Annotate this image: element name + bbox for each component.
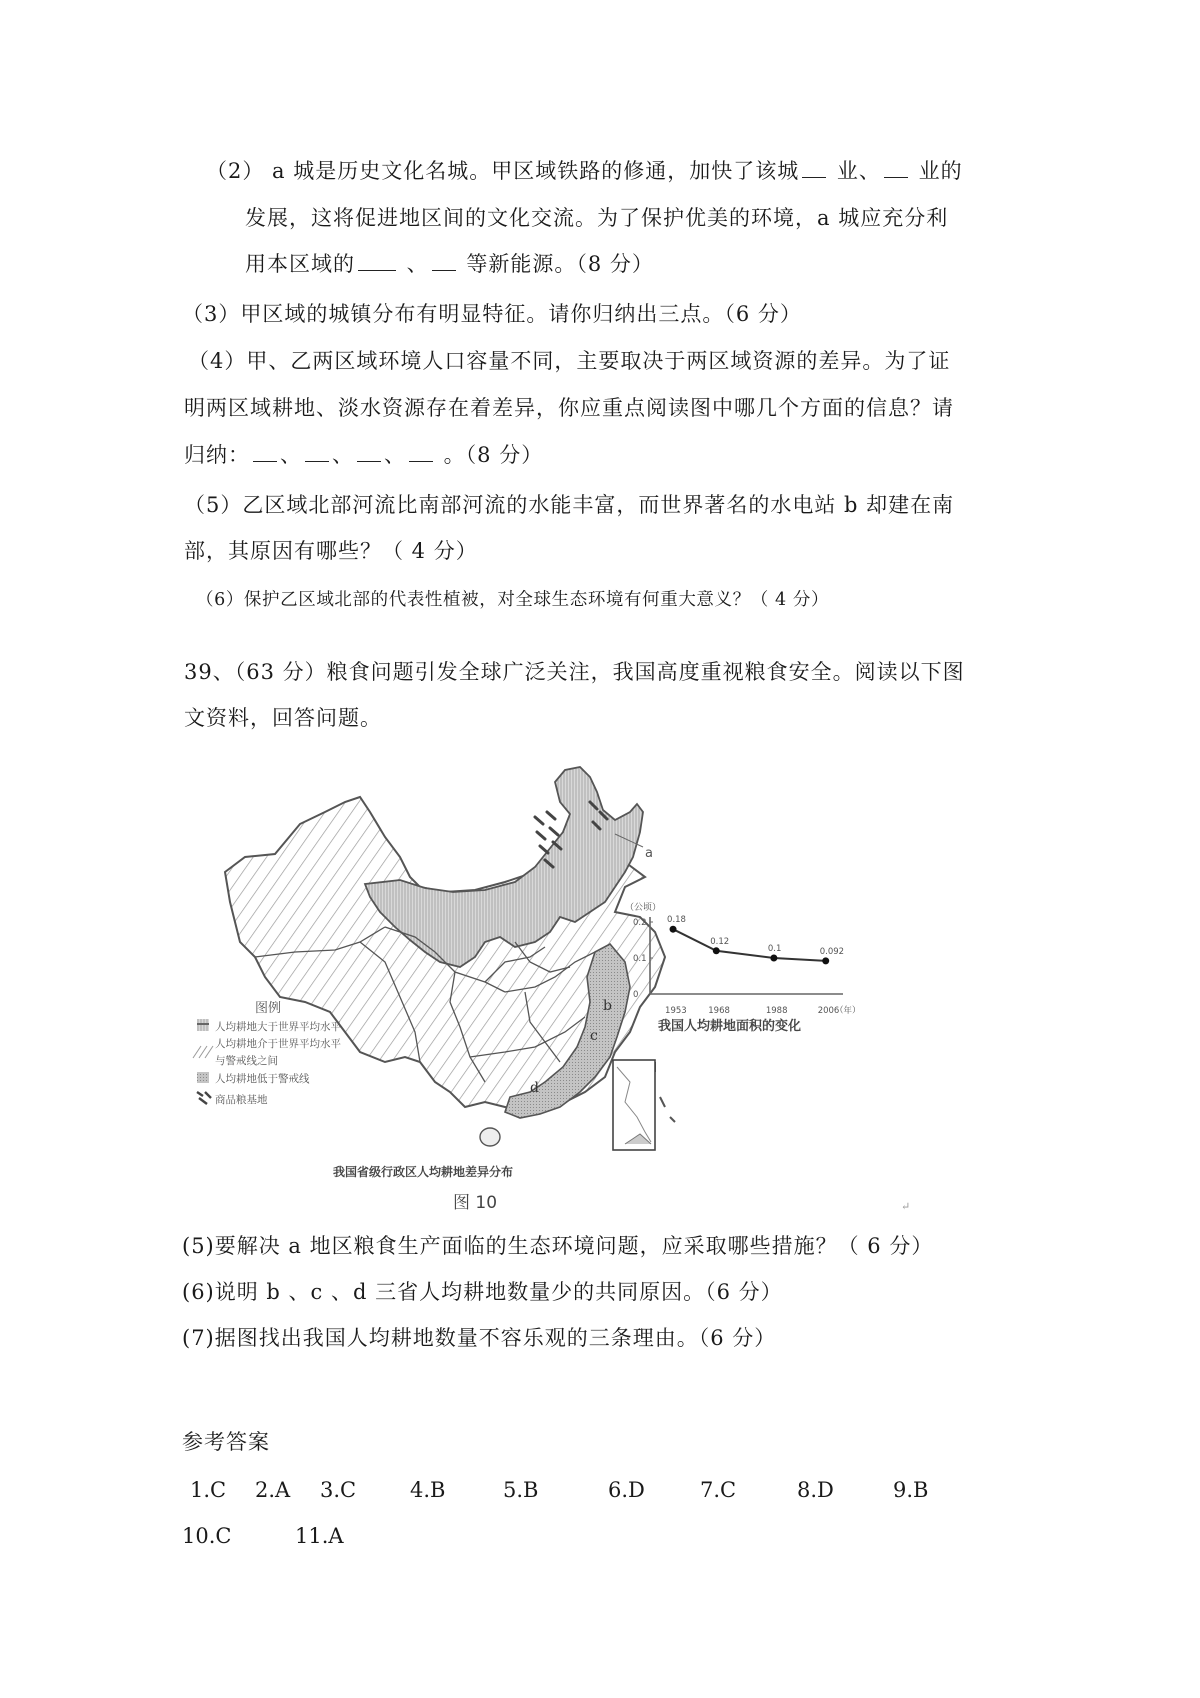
chart-xtick-label: 1968 [708, 1006, 730, 1016]
q4-text: 。（8 分） [436, 443, 544, 467]
chart-data-label: 0.12 [710, 936, 730, 947]
chart-data-label: 0.092 [819, 946, 845, 957]
chart-xtick-label: 1953 [665, 1006, 687, 1016]
chart-xlabel: （年） [835, 1006, 861, 1016]
q2-text: （2） a 城是历史文化名城。甲区域铁路的修通，加快了该城 [206, 159, 800, 183]
q3-text: （3）甲区域的城镇分布有明显特征。请你归纳出三点。（6 分） [182, 302, 802, 326]
china-map [185, 762, 920, 1224]
q2-text: 等新能源。（8 分） [458, 252, 654, 276]
q4-line1: （4）甲、乙两区域环境人口容量不同，主要取决于两区域资源的差异。为了证 [188, 349, 951, 373]
answers-title: 参考答案 [182, 1430, 270, 1454]
chart-title: 我国人均耕地面积的变化 [658, 1019, 802, 1034]
map-caption: 我国省级行政区人均耕地差异分布 [333, 1165, 514, 1179]
legend-item: 人均耕地介于世界平均水平 [215, 1038, 341, 1050]
legend-item: 人均耕地大于世界平均水平 [215, 1021, 341, 1033]
subq-6: (6)说明 b 、c 、d 三省人均耕地数量少的共同原因。（6 分） [182, 1280, 783, 1304]
legend-item: 人均耕地低于警戒线 [215, 1073, 310, 1085]
answer-blank[interactable] [253, 443, 277, 462]
q39-line2: 文资料，回答问题。 [184, 706, 382, 730]
q5-line1: （5）乙区域北部河流比南部河流的水能丰富，而世界著名的水电站 b 却建在南 [184, 493, 955, 517]
answer-item: 3.C [320, 1478, 357, 1502]
chart-ylabel: （公顷） [625, 903, 662, 913]
q2-line1 [206, 157, 963, 185]
legend-swatch-grain-base [197, 1092, 211, 1104]
q2-text: 业的 [910, 159, 963, 183]
q39-line1: 39、（63 分）粮食问题引发全球广泛关注，我国高度重视粮食安全。阅读以下图 [184, 660, 965, 684]
answer-item: 2.A [255, 1478, 291, 1502]
answer-item: 5.B [503, 1478, 539, 1502]
chart-ytick-label: 0.2 [633, 918, 647, 928]
answer-item: 4.B [410, 1478, 446, 1502]
q2-line2: 发展，这将促进地区间的文化交流。为了保护优美的环境，a 城应充分利 [245, 206, 949, 230]
chart-data-label: 0.18 [667, 915, 686, 926]
legend-swatch-below-warning [197, 1072, 209, 1083]
map-hainan [480, 1128, 500, 1146]
chart-series-line [673, 929, 826, 961]
south-china-sea-inset [613, 1060, 655, 1150]
answer-item: 8.D [797, 1478, 834, 1502]
legend-swatch-between [193, 1046, 213, 1058]
q4-line3 [184, 441, 543, 469]
return-mark: ↵ [901, 1200, 911, 1213]
q2-text: 、 [399, 252, 429, 276]
answer-item: 6.D [608, 1478, 645, 1502]
map-label-d: d [530, 1080, 539, 1096]
answer-blank[interactable] [884, 159, 908, 178]
separator: 、 [280, 443, 302, 467]
answer-blank[interactable] [305, 443, 329, 462]
answer-blank[interactable] [358, 252, 396, 271]
chart-xtick-label: 1988 [765, 1006, 788, 1016]
legend-item: 与警戒线之间 [215, 1055, 278, 1067]
answer-blank[interactable] [432, 252, 456, 271]
legend-title: 图例 [255, 1001, 282, 1016]
answer-blank[interactable] [802, 159, 826, 178]
map-label-a: a [645, 846, 653, 861]
subq-5: (5)要解决 a 地区粮食生产面临的生态环境问题，应采取哪些措施？（ 6 分） [182, 1234, 934, 1258]
chart-xtick-label: 2006 [817, 1006, 840, 1016]
q6-text: （6）保护乙区域北部的代表性植被，对全球生态环境有何重大意义？（ 4 分） [196, 590, 830, 610]
q2-line3 [245, 250, 654, 278]
answer-item: 9.B [893, 1478, 929, 1502]
chart-data-point [713, 947, 720, 954]
q4-text: 归纳： [184, 443, 250, 467]
chart-data-point [822, 957, 829, 964]
chart-ytick-label: 0 [633, 990, 639, 1000]
chart-data-point [770, 955, 777, 962]
q4-line2: 明两区域耕地、淡水资源存在着差异，你应重点阅读图中哪几个方面的信息？请 [184, 396, 954, 420]
answer-item: 11.A [295, 1524, 344, 1548]
q2-text: 用本区域的 [245, 252, 355, 276]
q5-line2: 部，其原因有哪些？（ 4 分） [184, 539, 478, 563]
answer-item: 10.C [182, 1524, 232, 1548]
answer-item: 1.C [190, 1478, 227, 1502]
figure-number: 图 10 [453, 1193, 498, 1213]
figure-10 [185, 762, 920, 1224]
answer-blank[interactable] [357, 443, 381, 462]
separator: 、 [332, 443, 354, 467]
subq-7: (7)据图找出我国人均耕地数量不容乐观的三条理由。（6 分） [182, 1326, 777, 1350]
map-legend [193, 1001, 341, 1106]
legend-item: 商品粮基地 [215, 1094, 268, 1106]
legend-swatch-above-average [197, 1019, 209, 1031]
chart-data-label: 0.1 [767, 944, 782, 954]
q2-text: 业、 [829, 159, 881, 183]
answer-item: 7.C [700, 1478, 737, 1502]
map-label-b: b [603, 998, 612, 1014]
chart-data-point [670, 926, 677, 933]
map-label-c: c [590, 1028, 598, 1044]
separator: 、 [384, 443, 406, 467]
answer-blank[interactable] [409, 443, 433, 462]
chart-ytick-label: 0.1 [633, 954, 647, 964]
